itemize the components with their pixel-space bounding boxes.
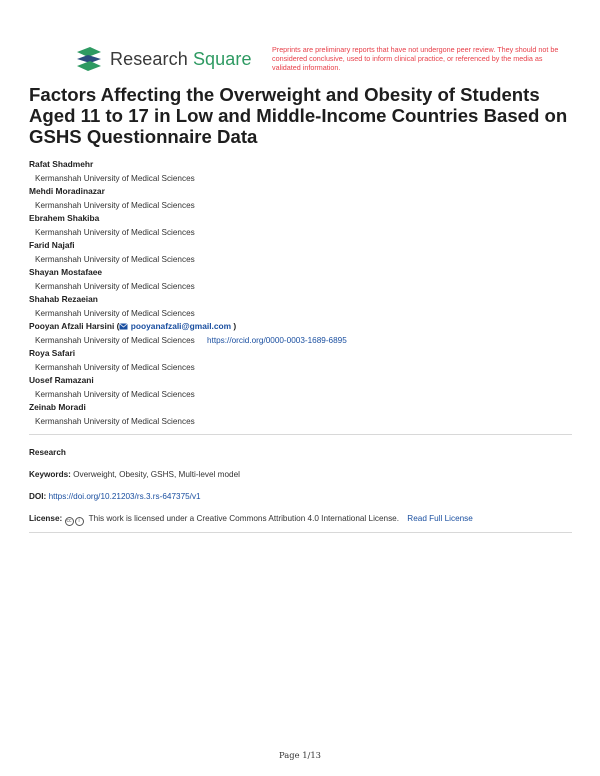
brand-name (110, 49, 252, 70)
author-entry (29, 374, 569, 401)
email-address: pooyanafzali@gmail.com (130, 321, 232, 331)
doi-link[interactable]: https://doi.org/10.21203/rs.3.rs-647375/v1 (48, 492, 201, 501)
author-name: Farid Najafi (29, 240, 75, 250)
keywords-row (29, 470, 572, 479)
by-icon: i (75, 517, 84, 526)
author-entry (29, 401, 569, 428)
author-list (29, 158, 569, 428)
author-affiliation: Kermanshah University of Medical Sciences (35, 335, 195, 345)
author-name: Roya Safari (29, 348, 76, 358)
divider (29, 532, 572, 533)
corresponding-author-name (29, 320, 569, 334)
research-square-logo[interactable] (74, 44, 252, 74)
email-open-paren: ( (116, 321, 120, 331)
author-entry (29, 158, 569, 185)
author-affiliation: Kermanshah University of Medical Sciences (35, 362, 195, 372)
author-name: Uosef Ramazani (29, 375, 94, 385)
author-name: Ebrahem Shakiba (29, 213, 100, 223)
author-name: Pooyan Afzali Harsini (29, 321, 115, 331)
author-affiliation: Kermanshah University of Medical Sciences (35, 173, 195, 183)
doi-label: DOI: (29, 492, 47, 501)
author-name: Shayan Mostafaee (29, 267, 103, 277)
email-link[interactable] (116, 321, 232, 331)
author-affiliation-row (29, 334, 569, 348)
doi-row (29, 492, 572, 501)
envelope-icon (116, 321, 128, 331)
author-entry (29, 185, 569, 212)
author-name: Zeinab Moradi (29, 402, 86, 412)
page-number: Page 1/13 (278, 750, 322, 760)
author-affiliation: Kermanshah University of Medical Sciences (35, 389, 195, 399)
author-entry (29, 347, 569, 374)
author-name: Shahab Rezaeian (29, 294, 98, 304)
license-text: This work is licensed under a Creative Commons Attribution 4.0 International License. (88, 514, 400, 523)
keywords-value: Overweight, Obesity, GSHS, Multi-level model (73, 470, 240, 479)
author-entry (29, 212, 569, 239)
corresponding-author-entry (29, 320, 569, 347)
brand-word-research: Research (110, 48, 188, 69)
author-affiliation: Kermanshah University of Medical Sciences (35, 281, 195, 291)
author-affiliation: Kermanshah University of Medical Sciences (35, 416, 195, 426)
orcid-link[interactable]: https://orcid.org/0000-0003-1689-6895 (207, 335, 347, 345)
paper-title: Factors Affecting the Overweight and Obesity of Students Aged 11 to 17 in Low and Middle-Income Countries Based on GSHS Questionnaire Data (29, 84, 568, 147)
author-name: Rafat Shadmehr (29, 159, 94, 169)
license-row (29, 514, 572, 526)
header (74, 44, 574, 78)
license-label: License: (29, 514, 63, 523)
author-affiliation: Kermanshah University of Medical Sciences (35, 308, 195, 318)
brand-word-square: Square (192, 48, 252, 69)
keywords-label: Keywords: (29, 470, 71, 479)
preprint-disclaimer: Preprints are preliminary reports that have not undergone peer review. They should not be considered conclusive, used to inform clinical practice, or referenced by the media as validated information. (272, 45, 559, 72)
author-name: Mehdi Moradinazar (29, 186, 105, 196)
divider (29, 434, 572, 435)
author-entry (29, 293, 569, 320)
author-affiliation: Kermanshah University of Medical Sciences (35, 254, 195, 264)
research-square-logo-icon (74, 44, 104, 74)
author-affiliation: Kermanshah University of Medical Sciences (35, 227, 195, 237)
email-close-paren: ) (231, 321, 237, 331)
author-entry (29, 239, 569, 266)
cc-icon: cc (66, 518, 72, 524)
author-affiliation: Kermanshah University of Medical Sciences (35, 200, 195, 210)
article-type: Research (29, 448, 66, 457)
author-entry (29, 266, 569, 293)
read-full-license-link[interactable]: Read Full License (407, 514, 473, 523)
cc-by-icon (65, 517, 84, 526)
